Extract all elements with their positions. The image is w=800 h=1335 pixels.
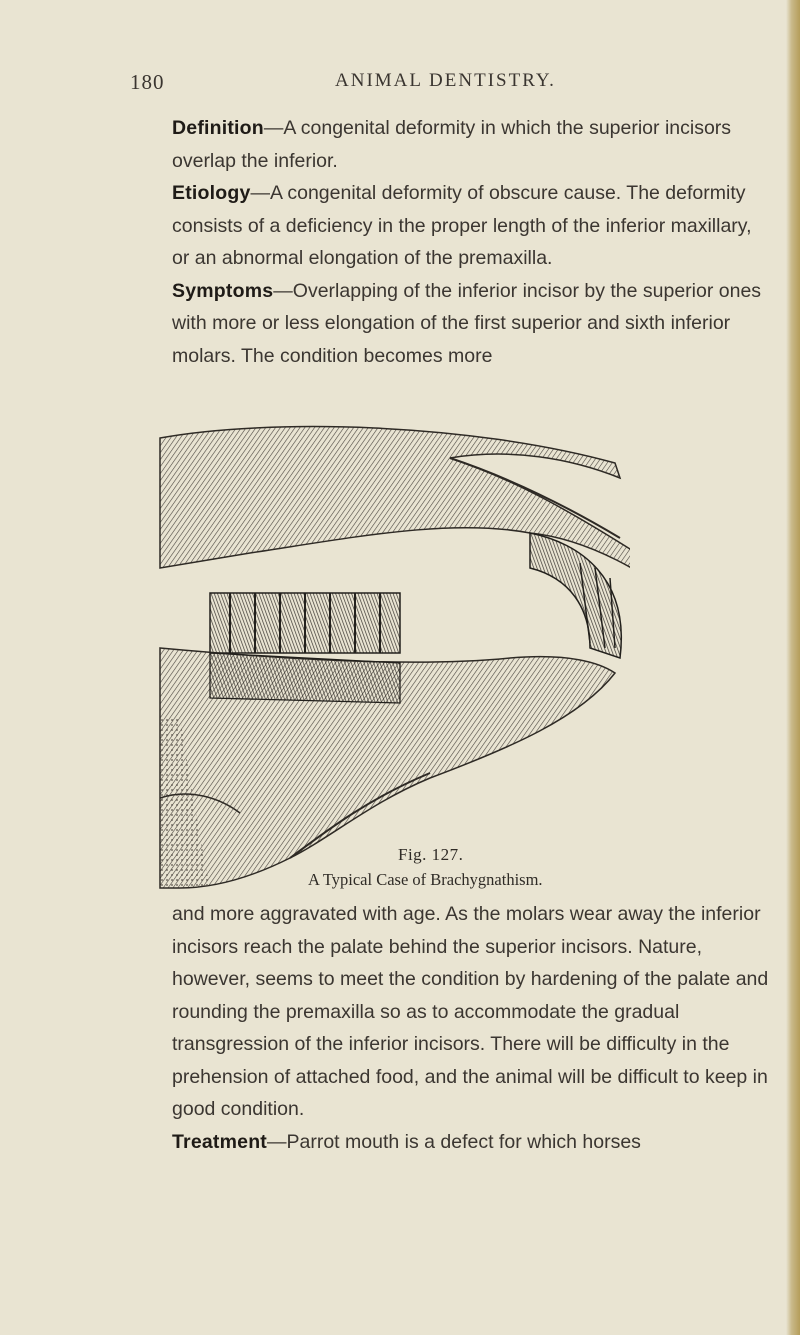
treatment-term: Treatment bbox=[172, 1130, 267, 1153]
symptoms-text: —Overlapping of the inferior incisor by the superior ones with more or less elongation of the first superior and sixth inferior molars. The condition becomes more bbox=[172, 279, 762, 367]
upper-molars bbox=[210, 593, 400, 653]
top-text-block bbox=[172, 112, 770, 372]
running-title: ANIMAL DENTISTRY. bbox=[335, 70, 556, 91]
etiology-paragraph bbox=[172, 177, 770, 275]
definition-paragraph bbox=[172, 112, 770, 177]
symptoms-term: Symptoms bbox=[172, 279, 274, 302]
treatment-paragraph bbox=[172, 1126, 770, 1159]
figure-caption: A Typical Case of Brachygnathism. bbox=[308, 870, 543, 889]
page-edge bbox=[786, 0, 800, 1335]
treatment-text: —Parrot mouth is a defect for which horses bbox=[267, 1130, 641, 1153]
horse-jaw-engraving bbox=[150, 418, 630, 893]
figure-127 bbox=[150, 418, 630, 893]
symptoms-paragraph bbox=[172, 275, 770, 373]
figure-number: Fig. 127. bbox=[398, 845, 464, 864]
definition-term: Definition bbox=[172, 117, 264, 139]
etiology-term: Etiology bbox=[172, 182, 251, 204]
continuation-paragraph: and more aggravated with age. As the molars wear away the inferior incisors reach the palate behind the superior incisors. Nature, however, seems to meet the condition by hardening of the palate and rounding the premaxilla so as to accommodate the gradual transgression of the inferior incisors. There will be difficulty in the prehension of attached food, and the animal will be difficult to keep in good condition. bbox=[172, 903, 769, 1120]
etiology-text: —A congenital deformity of obscure cause. The deformity consists of a deficiency in the proper length of the inferior maxillary, or an abnormal elongation of the premaxilla. bbox=[172, 182, 752, 269]
definition-text: —A congenital deformity in which the superior incisors overlap the inferior. bbox=[172, 117, 732, 172]
lower-molars bbox=[210, 653, 400, 703]
page-number: 180 bbox=[130, 70, 165, 94]
running-header bbox=[130, 70, 730, 98]
bottom-text-block bbox=[172, 898, 770, 1158]
